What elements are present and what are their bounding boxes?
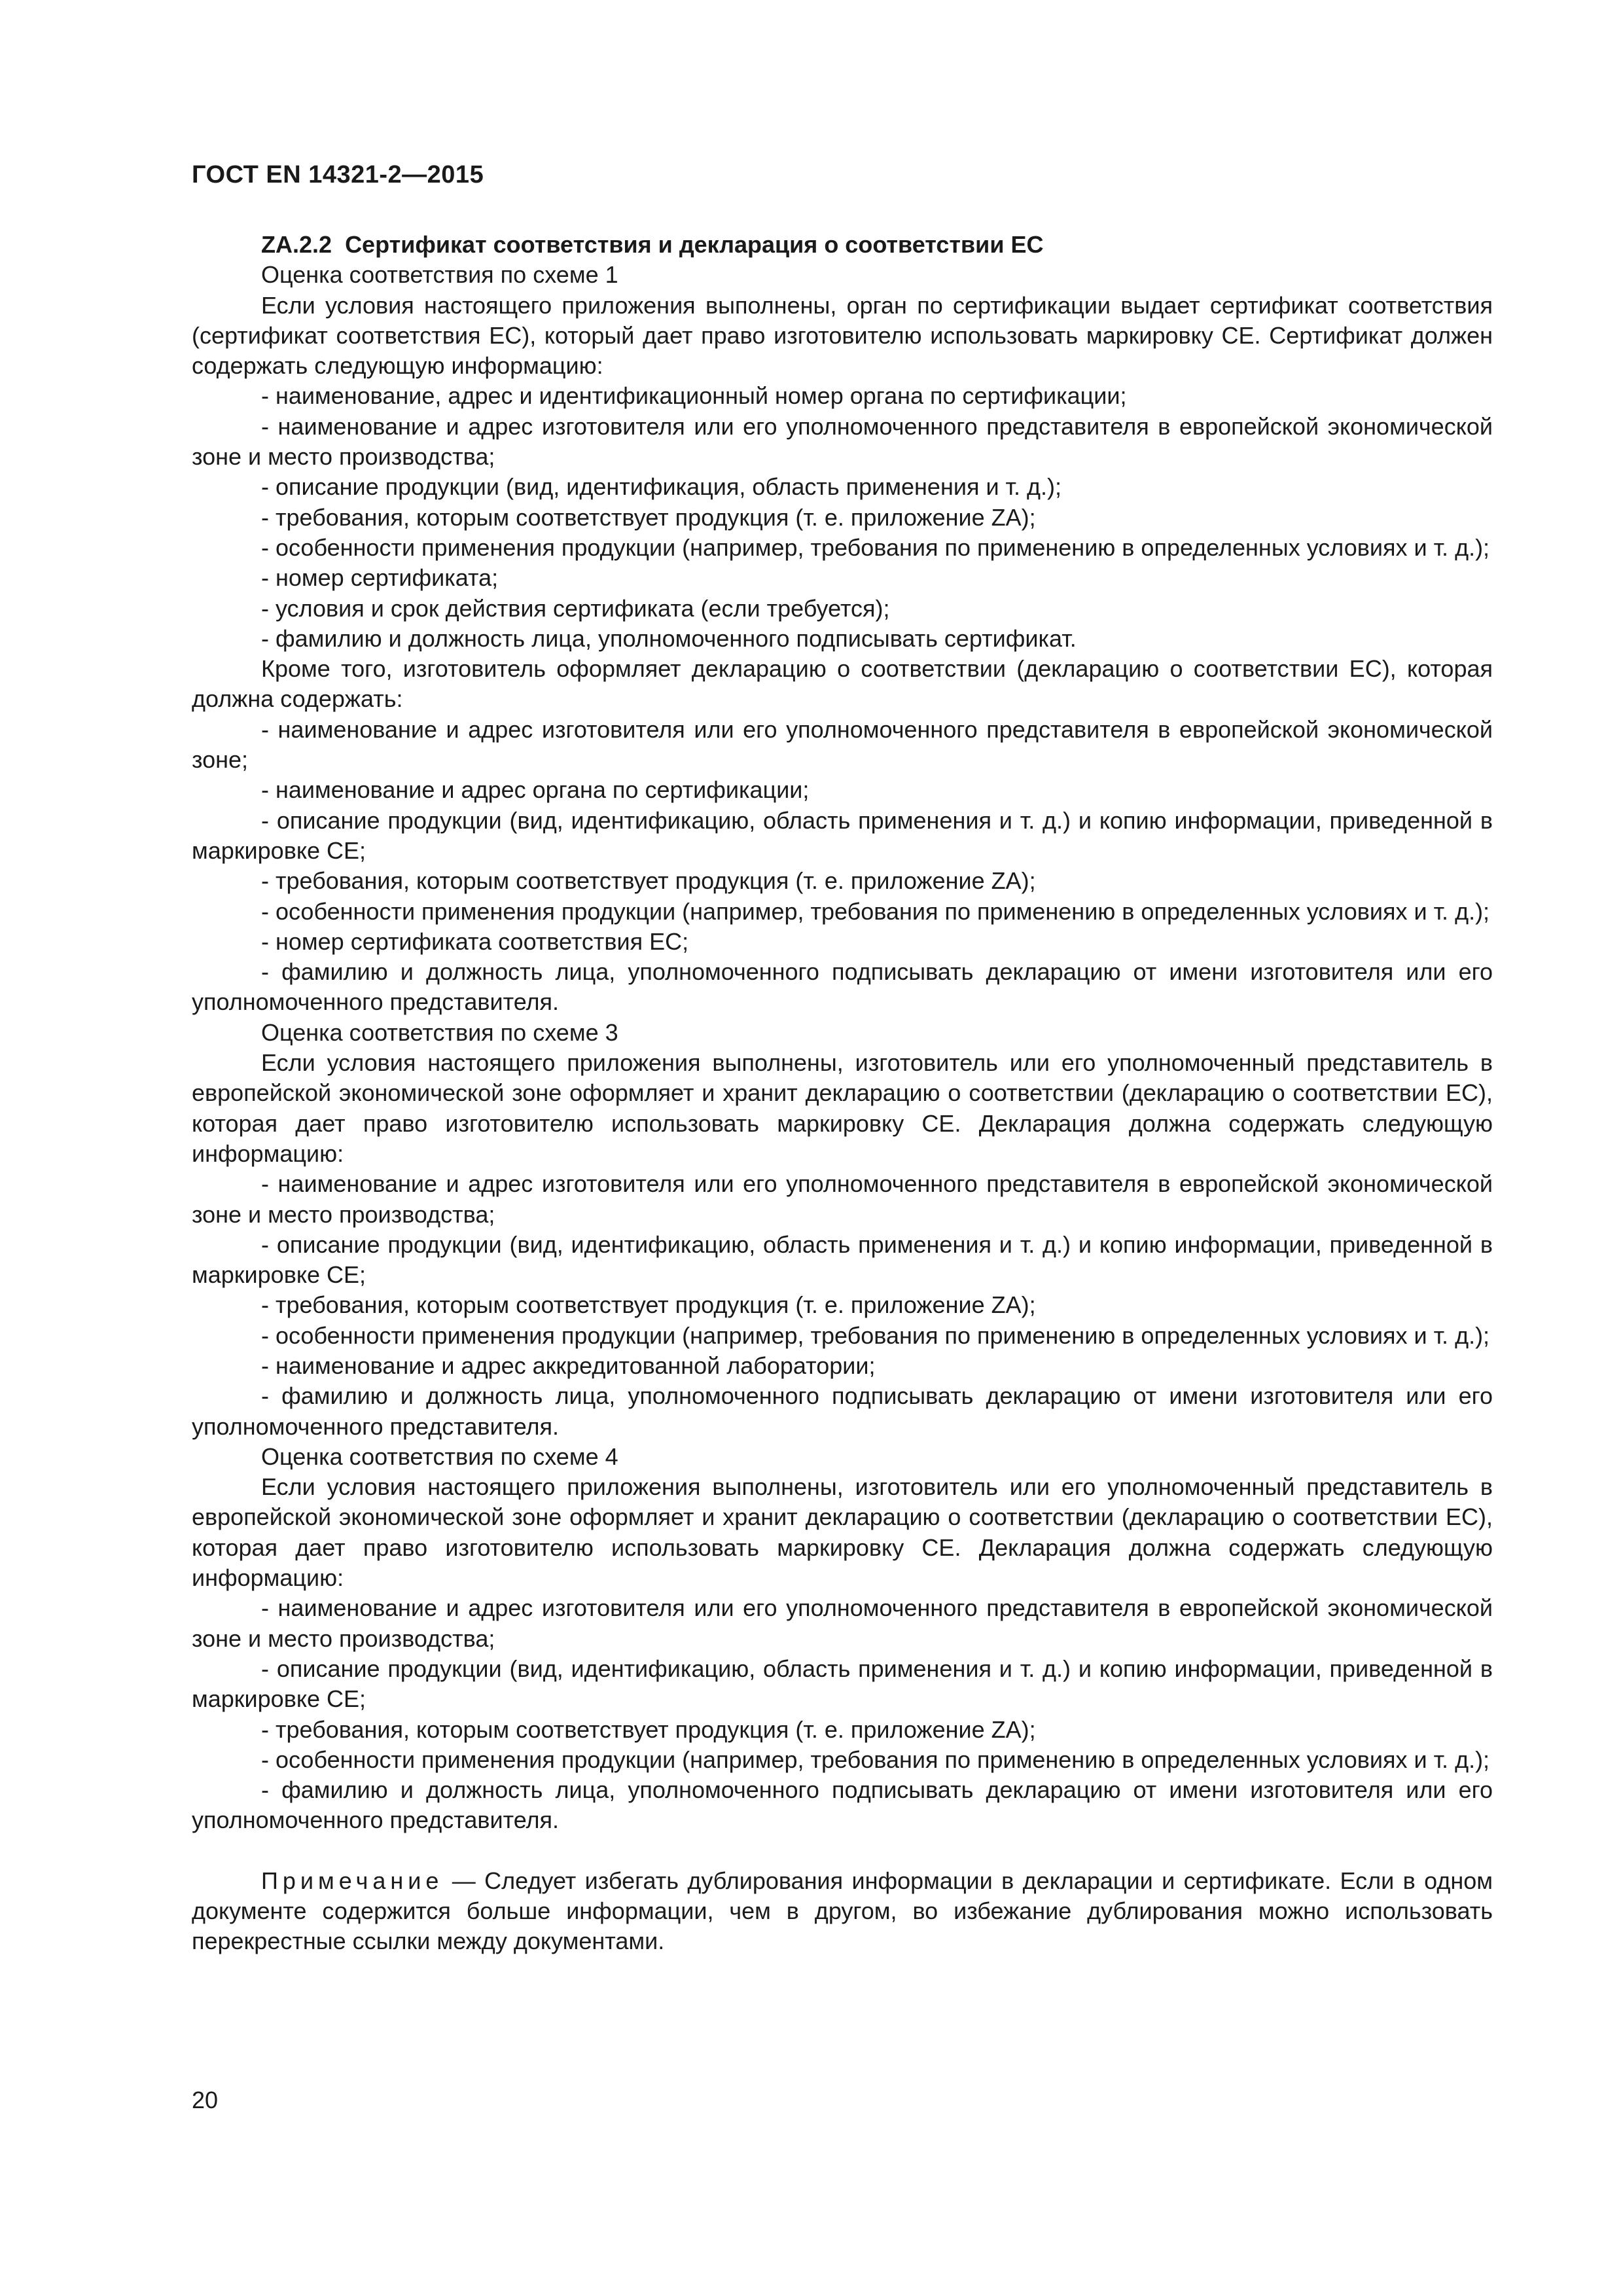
paragraph: Оценка соответствия по схеме 4 bbox=[261, 1443, 618, 1470]
list-item: - номер сертификата; bbox=[261, 564, 499, 592]
document-header: ГОСТ EN 14321-2—2015 bbox=[192, 161, 484, 188]
list-item: - описание продукции (вид, идентификацию, область применения и т. д.) и копию информации, приведенной в маркировке СЕ; bbox=[192, 806, 1493, 864]
list-item: - требования, которым соответствует продукция (т. е. приложение ZA); bbox=[261, 503, 1036, 531]
document-body bbox=[192, 230, 1493, 1957]
list-item: - особенности применения продукции (например, требования по применению в определенных условиях и т. д.); bbox=[261, 1746, 1490, 1773]
list-item: - условия и срок действия сертификата (если требуется); bbox=[261, 594, 890, 622]
list-item: - наименование и адрес аккредитованной лаборатории; bbox=[261, 1352, 876, 1379]
note-text: — Следует избегать дублирования информации в декларации и сертификате. Если в одном документе содержится больше информации, чем в другом, во избежание дублирования можно использовать перекрестные ссылки между документами. bbox=[192, 1867, 1493, 1955]
note-label: Примечание bbox=[261, 1867, 444, 1894]
list-item: - требования, которым соответствует продукция (т. е. приложение ZA); bbox=[261, 867, 1036, 895]
section-number: ZA.2.2 bbox=[261, 231, 332, 258]
list-item: - фамилию и должность лица, уполномоченного подписывать декларацию от имени изготовителя или его уполномоченного представителя. bbox=[192, 1382, 1493, 1440]
paragraph: Если условия настоящего приложения выполнены, орган по сертификации выдает сертификат соответствия (сертификат соответствия ЕС), который дает право изготовителю использовать маркировку СЕ. Сертификат должен содержать следующую информацию: bbox=[192, 291, 1493, 380]
list-item: - фамилию и должность лица, уполномоченного подписывать декларацию от имени изготовителя или его уполномоченного представителя. bbox=[192, 958, 1493, 1016]
list-item: - особенности применения продукции (например, требования по применению в определенных условиях и т. д.); bbox=[261, 1321, 1490, 1349]
paragraph: Кроме того, изготовитель оформляет декларацию о соответствии (декларацию о соответствии ЕС), которая должна содержать: bbox=[192, 655, 1493, 713]
list-item: - наименование и адрес изготовителя или его уполномоченного представителя в европейской экономической зоне; bbox=[192, 715, 1493, 774]
list-item: - наименование и адрес органа по сертификации; bbox=[261, 776, 810, 804]
paragraph: Если условия настоящего приложения выполнены, изготовитель или его уполномоченный представитель в европейской экономической зоне оформляет и хранит декларацию о соответствии (декларацию о соответствии ЕС), которая дает право изготовителю использовать маркировку СЕ. Декларация должна содержать следующую информацию: bbox=[192, 1473, 1493, 1592]
section-heading bbox=[192, 230, 1493, 260]
list-item: - требования, которым соответствует продукция (т. е. приложение ZA); bbox=[261, 1715, 1036, 1743]
list-item: - наименование и адрес изготовителя или его уполномоченного представителя в европейской экономической зоне и место производства; bbox=[192, 1594, 1493, 1652]
note bbox=[192, 1866, 1493, 1957]
page-number: 20 bbox=[192, 2087, 219, 2113]
list-item: - описание продукции (вид, идентификацию, область применения и т. д.) и копию информации, приведенной в маркировке СЕ; bbox=[192, 1230, 1493, 1289]
list-item: - описание продукции (вид, идентификация, область применения и т. д.); bbox=[261, 473, 1062, 501]
paragraph: Если условия настоящего приложения выполнены, изготовитель или его уполномоченный представитель в европейской экономической зоне оформляет и хранит декларацию о соответствии (декларацию о соответствии ЕС), которая дает право изготовителю использовать маркировку СЕ. Декларация должна содержать следующую информацию: bbox=[192, 1049, 1493, 1167]
paragraph: Оценка соответствия по схеме 1 bbox=[261, 261, 618, 289]
list-item: - наименование и адрес изготовителя или его уполномоченного представителя в европейской экономической зоне и место производства; bbox=[192, 1170, 1493, 1228]
list-item: - особенности применения продукции (например, требования по применению в определенных условиях и т. д.); bbox=[261, 533, 1490, 561]
list-item: - особенности применения продукции (например, требования по применению в определенных условиях и т. д.); bbox=[261, 897, 1490, 925]
paragraph: Оценка соответствия по схеме 3 bbox=[261, 1018, 618, 1046]
list-item: - наименование, адрес и идентификационный номер органа по сертификации; bbox=[261, 382, 1127, 410]
list-item: - описание продукции (вид, идентификацию, область применения и т. д.) и копию информации, приведенной в маркировке СЕ; bbox=[192, 1655, 1493, 1713]
section-title: Сертификат соответствия и декларация о соответствии ЕС bbox=[345, 231, 1044, 258]
list-item: - наименование и адрес изготовителя или его уполномоченного представителя в европейской экономической зоне и место производства; bbox=[192, 412, 1493, 471]
list-item: - фамилию и должность лица, уполномоченного подписывать сертификат. bbox=[261, 624, 1077, 652]
list-item: - фамилию и должность лица, уполномоченного подписывать декларацию от имени изготовителя или его уполномоченного представителя. bbox=[192, 1776, 1493, 1834]
list-item: - номер сертификата соответствия ЕС; bbox=[261, 927, 689, 955]
list-item: - требования, которым соответствует продукция (т. е. приложение ZA); bbox=[261, 1291, 1036, 1319]
